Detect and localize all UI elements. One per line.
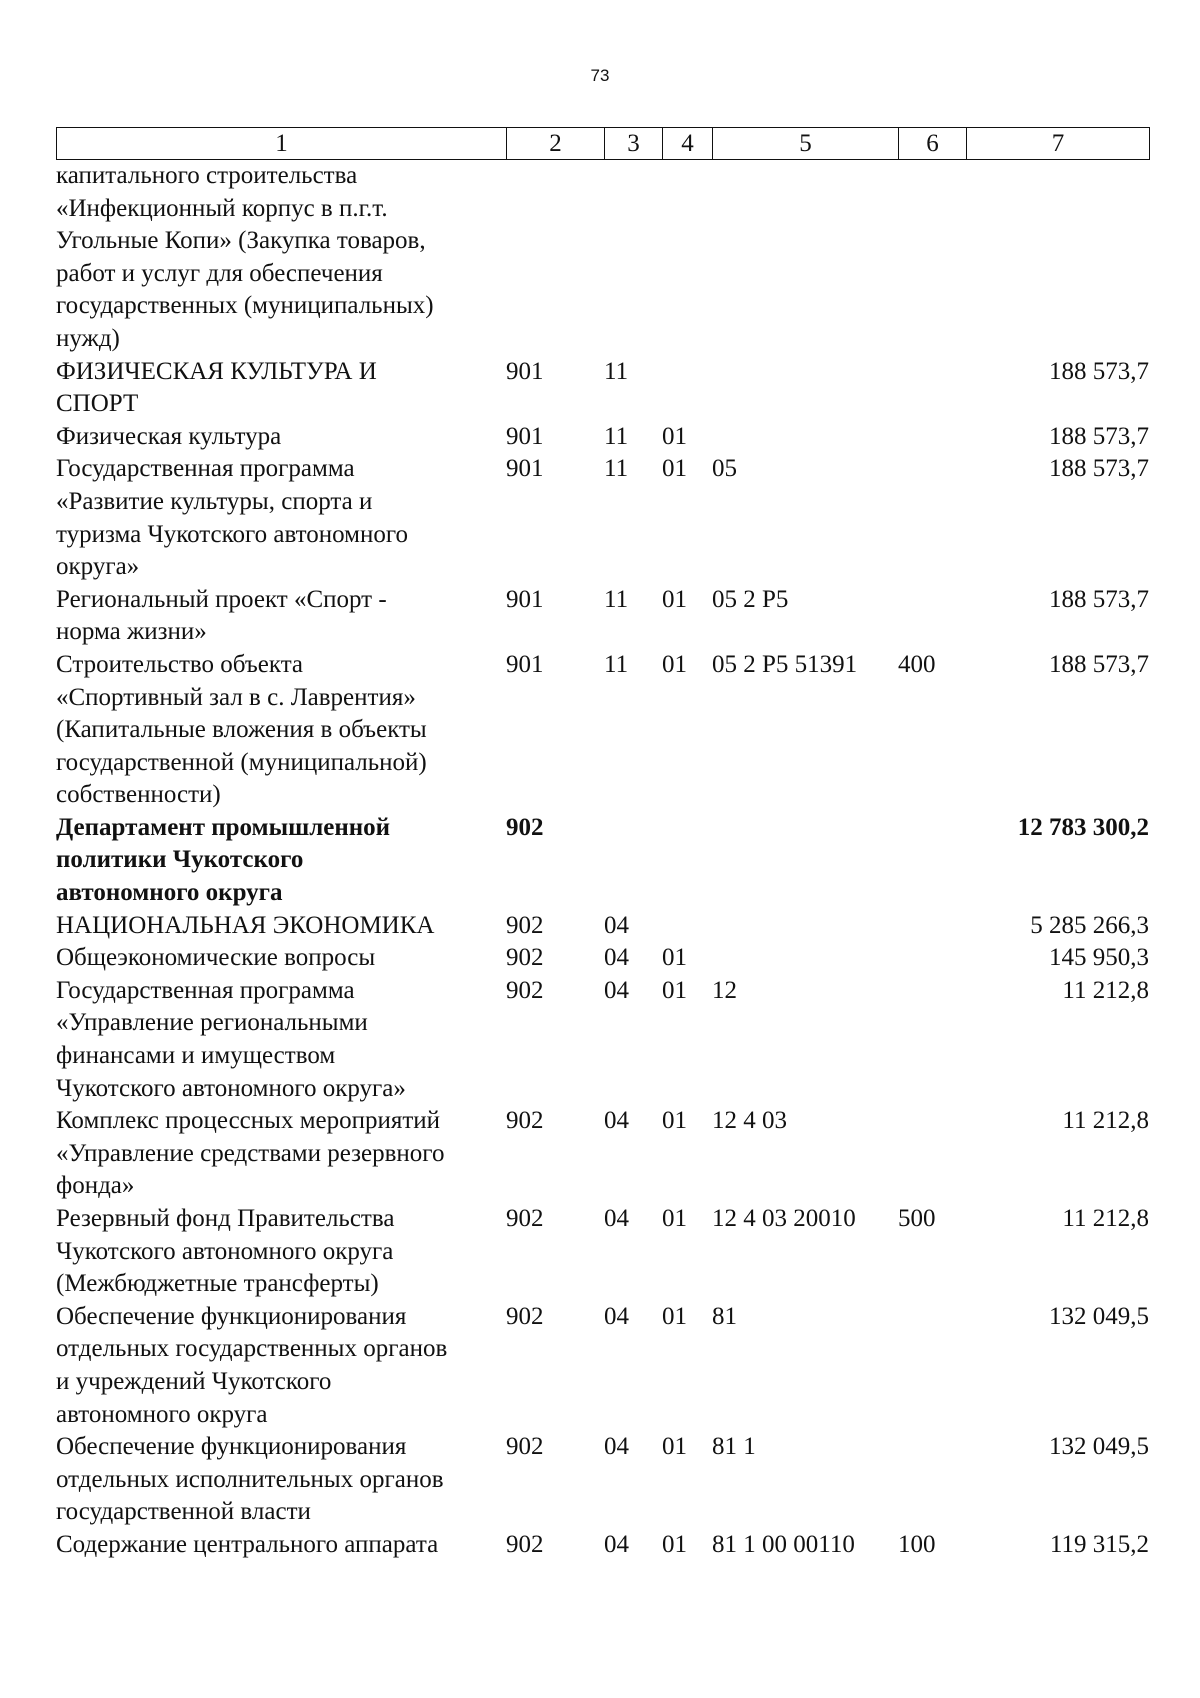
row-amount: 188 573,7 [1049,422,1149,450]
row-target-article-code: 12 4 03 [712,1107,787,1135]
row-section-code: 11 [604,585,629,613]
row-amount: 188 573,7 [1049,650,1149,678]
row-amount: 119 315,2 [1049,1530,1149,1558]
row-section-code: 04 [604,976,629,1004]
row-subsection-code: 01 [662,455,687,483]
table-row [56,1529,1149,1562]
row-grbs-code: 902 [506,813,544,841]
column-header-2: 2 [507,128,605,160]
row-grbs-code: 901 [506,357,544,385]
column-header-7: 7 [967,128,1150,160]
row-amount: 132 049,5 [1049,1433,1149,1461]
row-expense-type-code: 500 [898,1205,936,1232]
row-subsection-code: 01 [662,1530,687,1558]
row-amount: 12 783 300,2 [1017,813,1149,841]
row-grbs-code: 901 [506,585,544,613]
row-section-code: 11 [604,422,629,450]
row-section-code: 04 [604,944,629,972]
row-grbs-code: 902 [506,1107,544,1135]
row-name: капитального строительства «Инфекционный корпус в п.г.т. Угольные Копи» (Закупка товаров, работ и услуг для обеспечения государственных (муниципальных) нужд) [56,162,434,352]
row-grbs-code: 902 [506,1302,544,1330]
table-row [56,1301,1149,1431]
row-grbs-code: 901 [506,650,544,678]
row-subsection-code: 01 [662,585,687,613]
row-target-article-code: 05 2 P5 51391 [712,650,858,678]
table-row [56,453,1149,583]
table-body [56,160,1149,1562]
row-target-article-code: 81 1 [712,1433,756,1461]
row-grbs-code: 902 [506,1205,544,1232]
row-grbs-code: 901 [506,422,544,450]
table-row [56,421,1149,454]
row-name: Комплекс процессных мероприятий «Управление средствами резервного фонда» [56,1107,445,1200]
row-target-article-code: 81 [712,1302,737,1330]
table-row [56,975,1149,1105]
row-section-code: 04 [604,911,629,939]
table-header [56,127,1150,160]
row-name: Обеспечение функционирования отдельных исполнительных органов государственной власти [56,1433,444,1526]
table-row [56,910,1149,943]
row-name: Государственная программа «Развитие культуры, спорта и туризма Чукотского автономного округа» [56,455,408,581]
row-amount: 132 049,5 [1049,1302,1149,1330]
row-name: Департамент промышленной политики Чукотского автономного округа [56,813,391,907]
table-row [56,812,1149,910]
row-section-code: 04 [604,1433,629,1461]
row-name: Региональный проект «Спорт - норма жизни» [56,585,387,646]
row-name: Содержание центрального аппарата [56,1530,439,1558]
row-amount: 11 212,8 [1062,976,1149,1004]
row-name: Строительство объекта «Спортивный зал в с. Лаврентия» (Капитальные вложения в объекты государственной (муниципальной) собственности) [56,650,427,809]
column-header-5: 5 [713,128,899,160]
row-grbs-code: 902 [506,911,544,939]
row-name: Обеспечение функционирования отдельных государственных органов и учреждений Чукотского автономного округа [56,1302,448,1428]
table-row [56,942,1149,975]
row-subsection-code: 01 [662,1302,687,1330]
page-number: 73 [590,66,610,85]
row-target-article-code: 05 2 P5 [712,585,789,613]
row-grbs-code: 902 [506,1433,544,1461]
row-grbs-code: 901 [506,455,544,483]
row-amount: 188 573,7 [1049,455,1149,483]
table-row [56,1431,1149,1529]
table-row [56,160,1149,356]
row-expense-type-code: 400 [898,650,936,678]
row-section-code: 04 [604,1205,629,1232]
row-name: Государственная программа «Управление региональными финансами и имуществом Чукотского автономного округа» [56,976,406,1102]
row-subsection-code: 01 [662,1433,687,1461]
row-section-code: 11 [604,455,629,483]
row-target-article-code: 12 4 03 20010 [712,1205,856,1232]
row-grbs-code: 902 [506,976,544,1004]
table-row [56,356,1149,421]
row-section-code: 04 [604,1530,629,1558]
row-subsection-code: 01 [662,1107,687,1135]
row-amount: 188 573,7 [1049,585,1149,613]
row-target-article-code: 81 1 00 00110 [712,1530,855,1558]
row-subsection-code: 01 [662,650,687,678]
row-expense-type-code: 100 [898,1530,936,1558]
column-header-6: 6 [899,128,967,160]
row-name: Резервный фонд Правительства Чукотского автономного округа (Межбюджетные трансферты) [56,1205,395,1298]
row-grbs-code: 902 [506,944,544,972]
row-section-code: 11 [604,357,629,385]
table-row [56,649,1149,812]
table-row [56,584,1149,649]
row-amount: 145 950,3 [1049,944,1149,972]
row-target-article-code: 05 [712,455,737,483]
row-amount: 5 285 266,3 [1030,911,1149,939]
row-subsection-code: 01 [662,422,687,450]
table-row [56,1105,1149,1203]
row-name: Общеэкономические вопросы [56,944,376,972]
column-header-3: 3 [605,128,663,160]
row-subsection-code: 01 [662,1205,687,1232]
column-header-1: 1 [57,128,507,160]
row-target-article-code: 12 [712,976,737,1004]
row-amount: 11 212,8 [1062,1205,1149,1232]
row-grbs-code: 902 [506,1530,544,1558]
row-amount: 11 212,8 [1062,1107,1149,1135]
row-section-code: 04 [604,1107,629,1135]
table-row [56,1203,1149,1301]
row-subsection-code: 01 [662,944,687,972]
column-header-4: 4 [663,128,713,160]
row-name: Физическая культура [56,422,282,450]
row-amount: 188 573,7 [1049,357,1149,385]
row-section-code: 11 [604,650,629,678]
row-subsection-code: 01 [662,976,687,1004]
row-section-code: 04 [604,1302,629,1330]
row-name: НАЦИОНАЛЬНАЯ ЭКОНОМИКА [56,911,435,939]
row-name: ФИЗИЧЕСКАЯ КУЛЬТУРА И СПОРТ [56,357,377,418]
